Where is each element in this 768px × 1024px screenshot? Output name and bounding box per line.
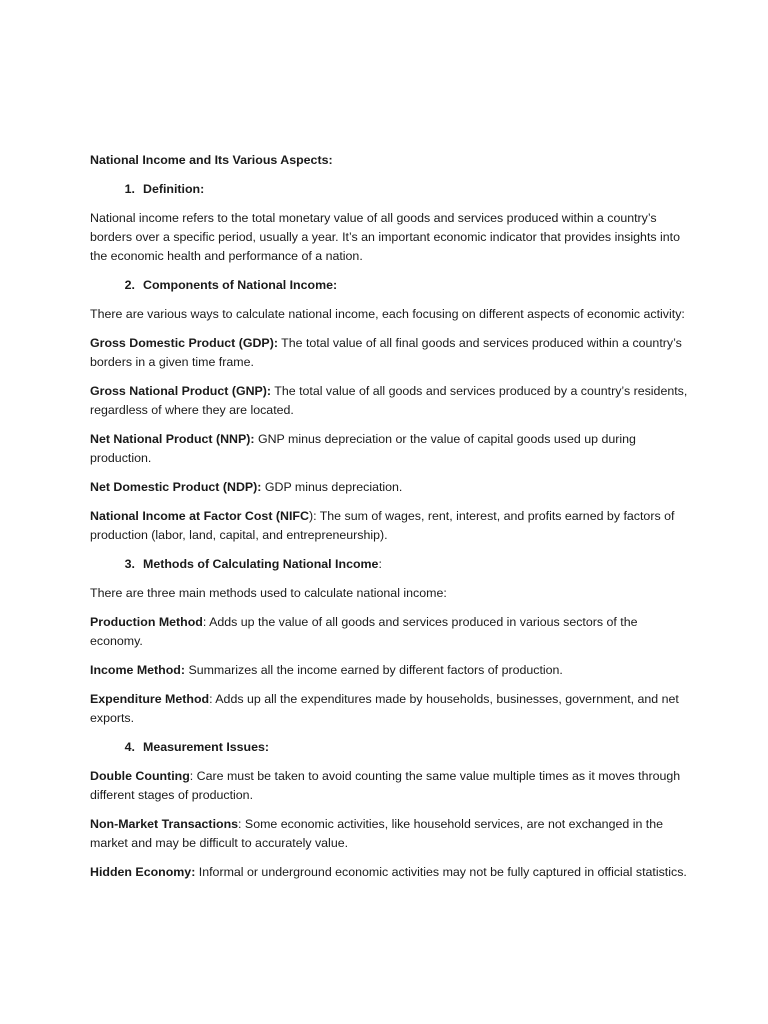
section-number: 2.	[124, 278, 135, 292]
section-title: Definition:	[143, 182, 205, 196]
term-description: The total value of all final goods and services produced within a country’s borders in a given time frame.	[90, 336, 682, 369]
term-label: Net Domestic Product (NDP):	[90, 480, 262, 494]
term-label: Net National Product (NNP):	[90, 432, 255, 446]
section-title: Methods of Calculating National Income	[143, 557, 379, 571]
term-description: : Care must be taken to avoid counting the same value multiple times as it moves through different stages of production.	[90, 769, 681, 802]
list-item-nnp	[90, 430, 690, 468]
section-heading-measurement-issues	[90, 738, 690, 757]
list-item-double-counting	[90, 767, 690, 805]
section-number: 1.	[124, 182, 135, 196]
section-heading-methods	[90, 555, 690, 574]
section-number: 3.	[124, 557, 135, 571]
list-item-expenditure-method	[90, 690, 690, 728]
list-item-nifc	[90, 507, 690, 545]
term-description: GNP minus depreciation or the value of capital goods used up during production.	[90, 432, 636, 465]
methods-intro: There are three main methods used to calculate national income:	[90, 586, 447, 600]
section-title-suffix: :	[378, 557, 382, 571]
term-description: : Some economic activities, like household services, are not exchanged in the market and may be difficult to accurately value.	[90, 817, 664, 850]
term-description: : Adds up all the expenditures made by households, businesses, government, and net exports.	[90, 692, 679, 725]
document-page	[90, 151, 690, 892]
term-description: Informal or underground economic activities may not be fully captured in official statistics.	[195, 865, 687, 879]
list-item-gnp	[90, 382, 690, 420]
section-title: Measurement Issues:	[143, 740, 270, 754]
term-description: ): The sum of wages, rent, interest, and profits earned by factors of production (labor, land, capital, and entrepreneurship).	[90, 509, 675, 542]
term-description: The total value of all goods and services produced by a country’s residents, regardless of where they are located.	[90, 384, 688, 417]
term-label: National Income at Factor Cost (NIFC	[90, 509, 309, 523]
term-description: Summarizes all the income earned by different factors of production.	[185, 663, 563, 677]
list-item-income-method	[90, 661, 690, 680]
term-label: Hidden Economy:	[90, 865, 196, 879]
list-item-production-method	[90, 613, 690, 651]
components-intro: There are various ways to calculate national income, each focusing on different aspects of economic activity:	[90, 307, 685, 321]
section-number: 4.	[124, 740, 135, 754]
definition-paragraph: National income refers to the total monetary value of all goods and services produced within a country’s borders over a specific period, usually a year. It’s an important economic indicator that provides insights into the economic health and performance of a nation.	[90, 211, 681, 263]
term-label: Expenditure Method	[90, 692, 210, 706]
term-description: GDP minus depreciation.	[261, 480, 403, 494]
term-label: Gross Domestic Product (GDP):	[90, 336, 278, 350]
list-item-ndp	[90, 478, 690, 497]
document-title: National Income and Its Various Aspects:	[90, 153, 333, 167]
term-description: : Adds up the value of all goods and services produced in various sectors of the economy.	[90, 615, 638, 648]
term-label: Production Method	[90, 615, 203, 629]
term-label: Gross National Product (GNP):	[90, 384, 272, 398]
section-title: Components of National Income:	[143, 278, 338, 292]
term-label: Non-Market Transactions	[90, 817, 239, 831]
section-heading-components	[90, 276, 690, 295]
term-label: Income Method:	[90, 663, 185, 677]
section-heading-definition	[90, 180, 690, 199]
term-label: Double Counting	[90, 769, 190, 783]
list-item-hidden-economy	[90, 863, 690, 882]
list-item-non-market-transactions	[90, 815, 690, 853]
list-item-gdp	[90, 334, 690, 372]
